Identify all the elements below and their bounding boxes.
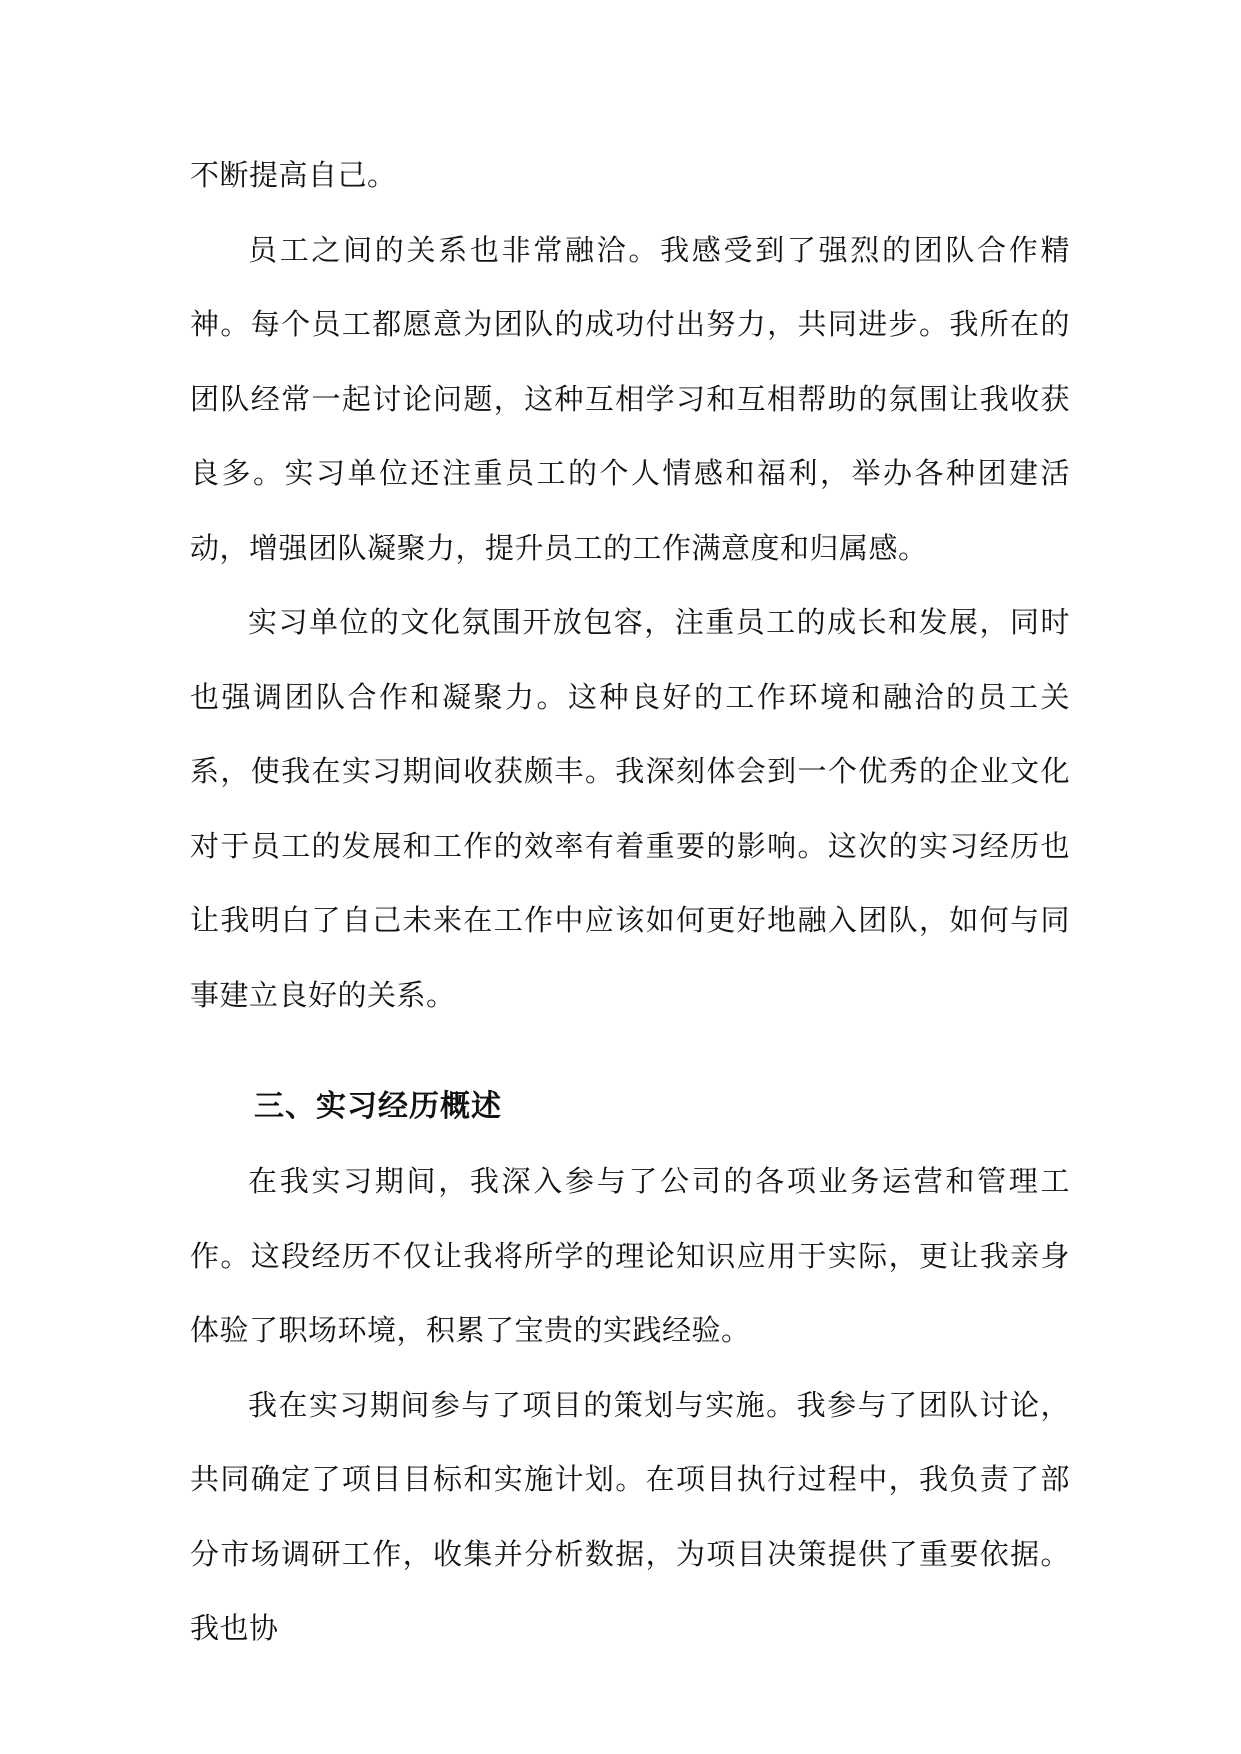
paragraph-project-participation: 我在实习期间参与了项目的策划与实施。我参与了团队讨论，共同确定了项目目标和实施计划。在项目执行过程中，我负责了部分市场调研工作，收集并分析数据，为项目决策提供了重要依据。我也协 bbox=[190, 1387, 1070, 1645]
document-body bbox=[190, 138, 1070, 1666]
section-heading: 三、实习经历概述 bbox=[254, 1089, 502, 1124]
paragraph-employee-relations: 员工之间的关系也非常融洽。我感受到了强烈的团队合作精神。每个员工都愿意为团队的成功付出努力，共同进步。我所在的团队经常一起讨论问题，这种互相学习和互相帮助的氛围让我收获良多。实习单位还注重员工的个人情感和福利，举办各种团建活动，增强团队凝聚力，提升员工的工作满意度和归属感。 bbox=[190, 232, 1070, 565]
paragraph-culture-summary: 实习单位的文化氛围开放包容，注重员工的成长和发展，同时也强调团队合作和凝聚力。这种良好的工作环境和融洽的员工关系，使我在实习期间收获颇丰。我深刻体会到一个优秀的企业文化对于员工的发展和工作的效率有着重要的影响。这次的实习经历也让我明白了自己未来在工作中应该如何更好地融入团队，如何与同事建立良好的关系。 bbox=[190, 605, 1070, 1012]
paragraph-continuation: 不断提高自己。 bbox=[190, 158, 397, 192]
paragraph-internship-overview: 在我实习期间，我深入参与了公司的各项业务运营和管理工作。这段经历不仅让我将所学的理论知识应用于实际，更让我亲身体验了职场环境，积累了宝贵的实践经验。 bbox=[190, 1164, 1070, 1347]
